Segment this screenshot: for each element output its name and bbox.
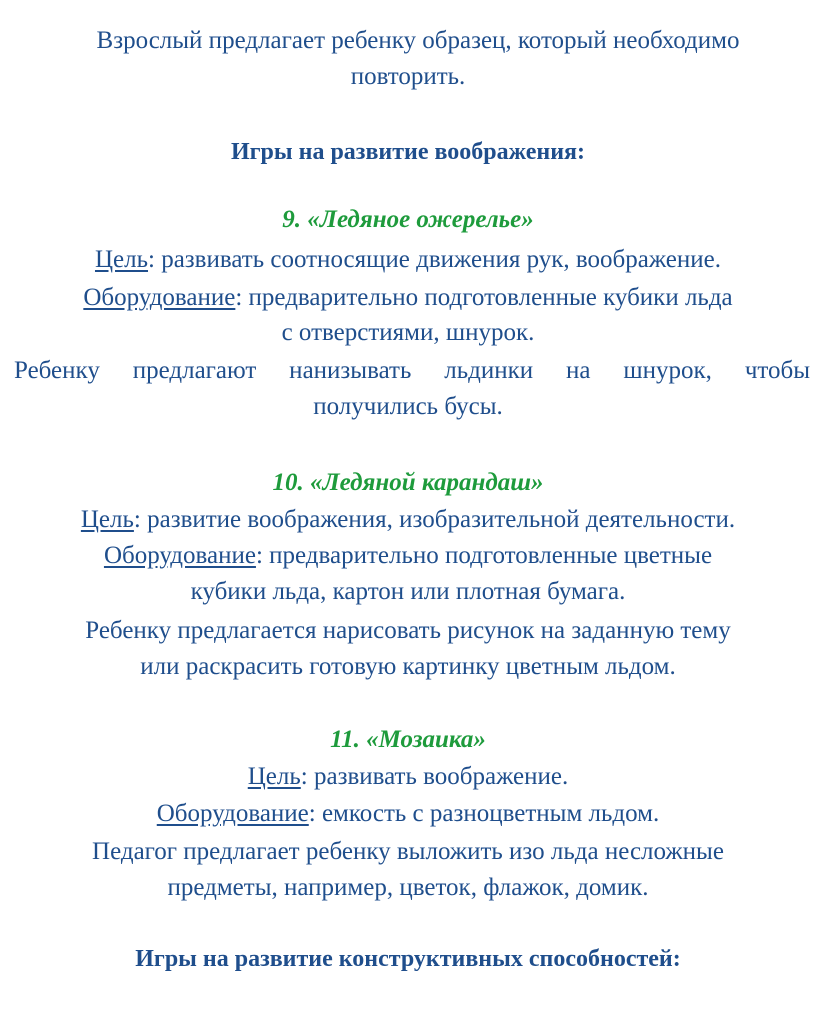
goal-label: Цель xyxy=(80,506,134,533)
game-9-title: 9. «Ледяное ожерелье» xyxy=(282,206,534,233)
game-9-equipment xyxy=(0,283,816,313)
intro-line-1: Взрослый предлагает ребенку образец, который необходимо xyxy=(96,27,740,54)
goal-text: : развивать соотносящие движения рук, воображение. xyxy=(148,246,721,273)
game-11-equipment xyxy=(0,799,816,829)
goal-text: : развитие воображения, изобразительной деятельности. xyxy=(133,506,736,533)
game-10-equipment-line-2: кубики льда, картон или плотная бумага. xyxy=(190,578,626,605)
game-11-description-line-2: предметы, например, цветок, флажок, домик. xyxy=(167,874,649,901)
game-10-description-line-1: Ребенку предлагается нарисовать рисунок на заданную тему xyxy=(85,617,731,644)
game-10-description-line-2: или раскрасить готовую картинку цветным льдом. xyxy=(140,653,676,680)
game-11-description-line-1: Педагог предлагает ребенку выложить изо льда несложные xyxy=(92,838,724,865)
equipment-label: Оборудование xyxy=(156,800,309,827)
game-11-goal xyxy=(0,762,816,792)
goal-text: : развивать воображение. xyxy=(300,763,569,790)
equipment-label: Оборудование xyxy=(103,542,256,569)
game-10-title: 10. «Ледяной карандаш» xyxy=(272,469,544,496)
section-heading-constructive: Игры на развитие конструктивных способностей: xyxy=(135,946,681,972)
equipment-label: Оборудование xyxy=(83,284,236,311)
game-9-description-line-1: Ребенку предлагают нанизывать льдинки на шнурок, чтобы xyxy=(14,357,810,384)
section-heading-imagination: Игры на развитие воображения: xyxy=(230,139,586,165)
game-9-goal xyxy=(0,245,816,275)
equipment-text: : предварительно подготовленные цветные xyxy=(255,542,713,569)
game-9-description-line-2: получились бусы. xyxy=(313,393,503,420)
equipment-text: : емкость с разноцветным льдом. xyxy=(308,800,660,827)
intro-line-2: повторить. xyxy=(350,63,466,90)
game-10-goal xyxy=(0,505,816,535)
goal-label: Цель xyxy=(247,763,301,790)
game-10-equipment xyxy=(0,541,816,571)
game-9-equipment-line-2: с отверстиями, шнурок. xyxy=(281,319,535,346)
game-11-title: 11. «Мозаика» xyxy=(330,726,486,753)
goal-label: Цель xyxy=(94,246,149,273)
equipment-text: : предварительно подготовленные кубики льда xyxy=(235,284,733,311)
